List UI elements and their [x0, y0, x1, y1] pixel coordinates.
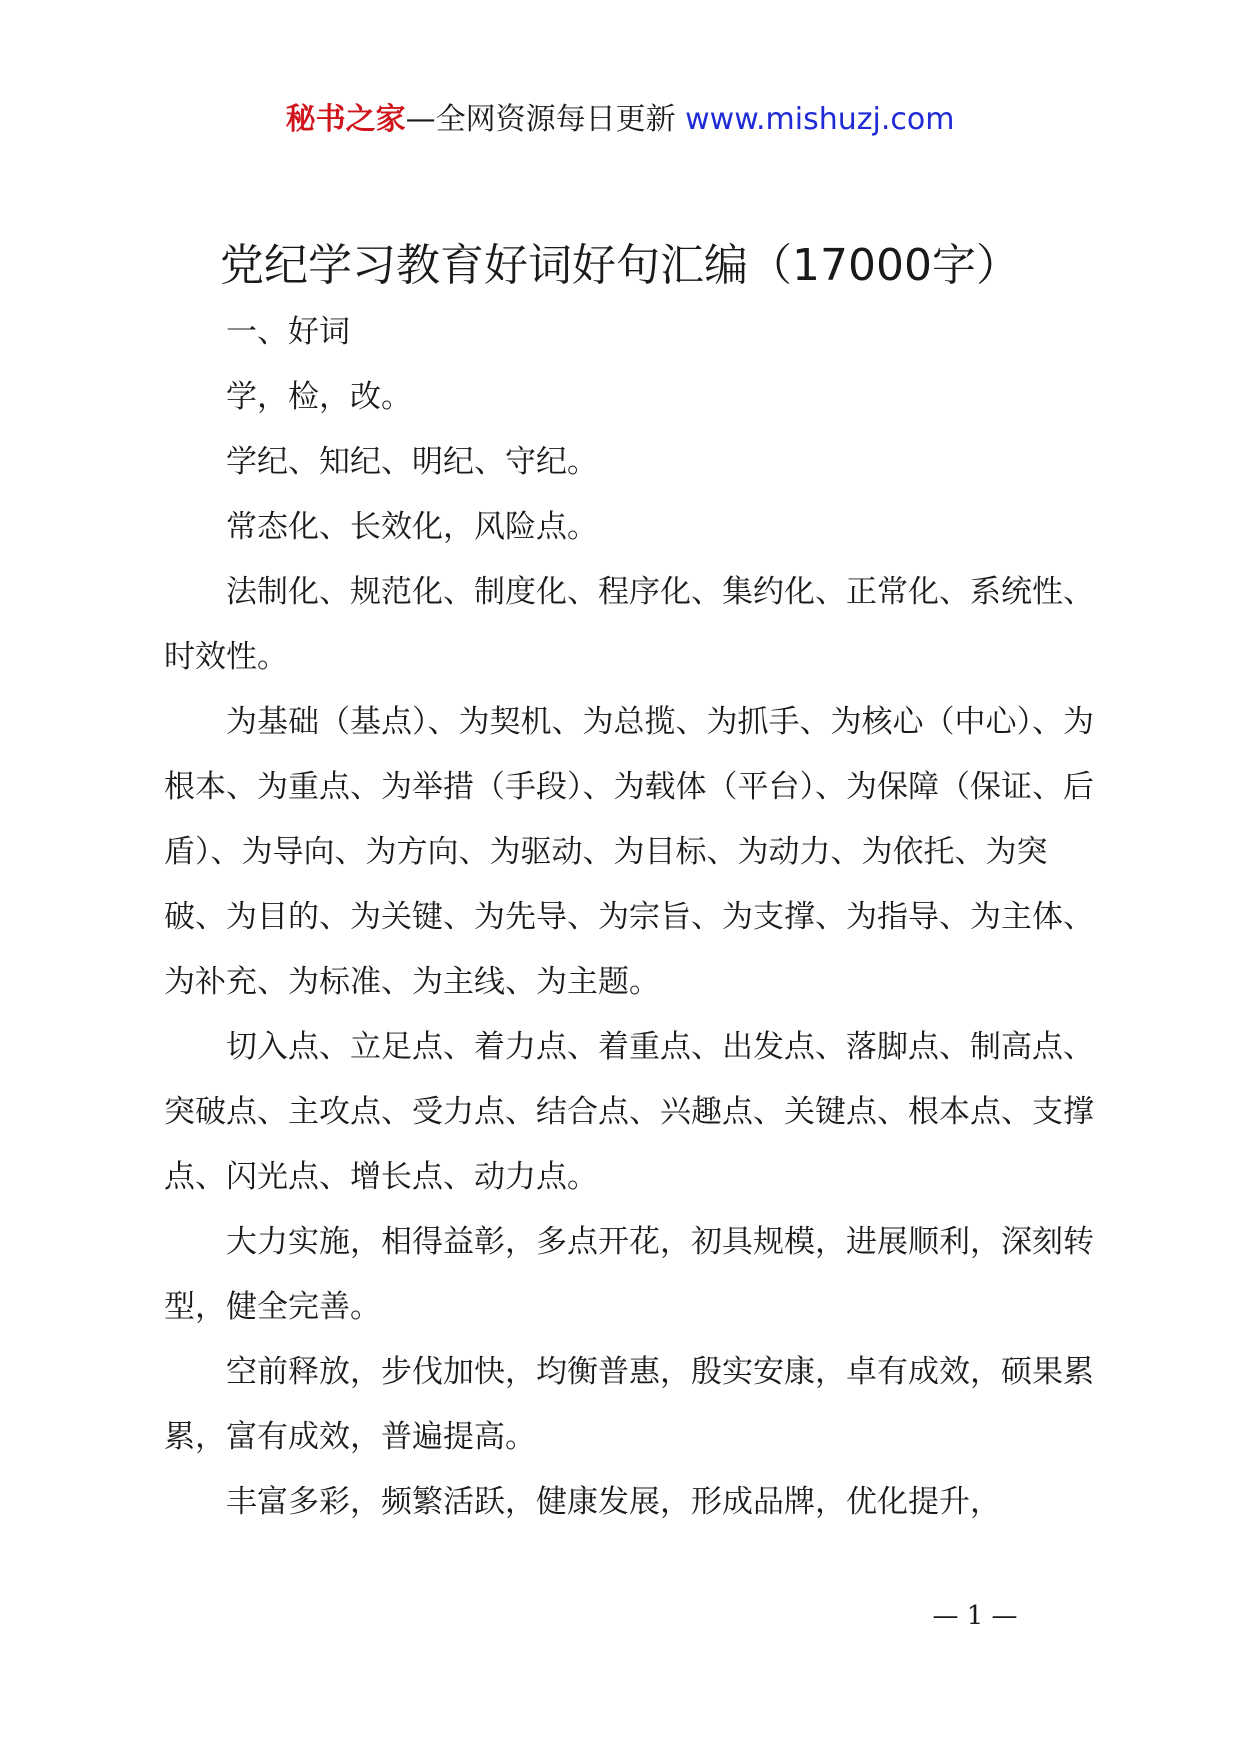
paragraph: 空前释放，步伐加快，均衡普惠，殷实安康，卓有成效，硕果累累，富有成效，普遍提高。: [164, 1354, 1094, 1455]
document-body: [164, 300, 1094, 1535]
paragraph: 切入点、立足点、着力点、着重点、出发点、落脚点、制高点、突破点、主攻点、受力点、结合点、兴趣点、关键点、根本点、支撑点、闪光点、增长点、动力点。: [164, 1029, 1094, 1195]
site-tagline: —全网资源每日更新: [405, 102, 686, 137]
document-title: 党纪学习教育好词好句汇编（17000字）: [220, 240, 1020, 291]
paragraph: 丰富多彩，频繁活跃，健康发展，形成品牌，优化提升，: [226, 1484, 1001, 1520]
paragraph: 学纪、知纪、明纪、守纪。: [226, 444, 598, 480]
page-number: — 1 —: [932, 1601, 1018, 1631]
site-brand: 秘书之家: [285, 102, 406, 137]
paragraph: 为基础（基点）、为契机、为总揽、为抓手、为核心（中心）、为根本、为重点、为举措（手段）、为载体（平台）、为保障（保证、后盾）、为导向、为方向、为驱动、为目标、为动力、为依托、为突破、为目的、为关键、为先导、为宗旨、为支撑、为指导、为主体、为补充、为标准、为主线、为主题。: [164, 704, 1094, 1000]
site-header: [0, 100, 1240, 140]
paragraph: 常态化、长效化，风险点。: [226, 509, 598, 545]
site-url-link[interactable]: www.mishuzj.com: [685, 102, 955, 137]
paragraph: 大力实施，相得益彰，多点开花，初具规模，进展顺利，深刻转型，健全完善。: [164, 1224, 1094, 1325]
paragraph: 法制化、规范化、制度化、程序化、集约化、正常化、系统性、时效性。: [164, 574, 1094, 675]
section-heading: 一、好词: [226, 314, 350, 350]
paragraph: 学，检，改。: [226, 379, 412, 415]
